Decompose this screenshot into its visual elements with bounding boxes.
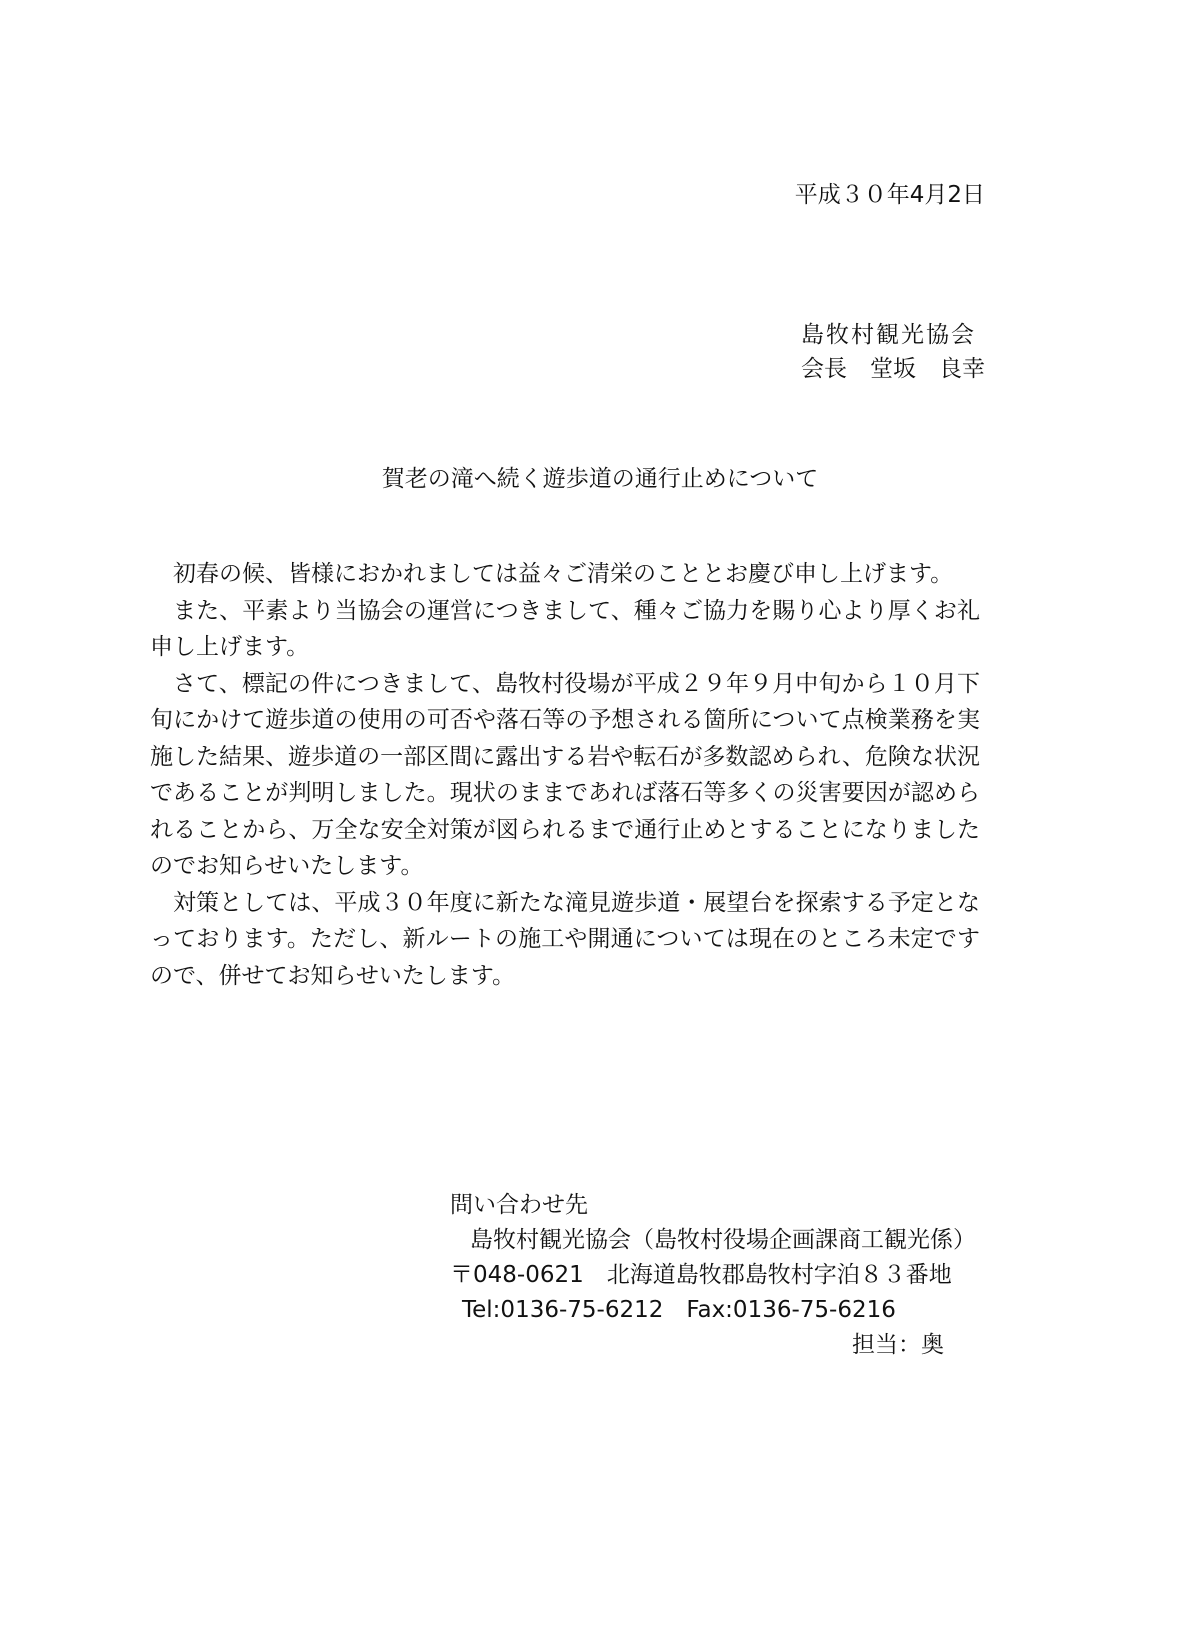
letter-subject: 賀老の滝へ続く遊歩道の通行止めについて xyxy=(381,466,819,492)
body-paragraph-closure-notice: さて、標記の件につきまして、島牧村役場が平成２９年９月中旬から１０月下旬にかけて遊歩道の使用の可否や落石等の予想される箇所について点検業務を実施した結果、遊歩道の一部区間に露出する岩や転石が多数認められ、危険な状況であることが判明しました。現状のままであれば落石等多くの災害要因が認められることから、万全な安全対策が図られるまで通行止めとすることになりましたのでお知らせいたします。 xyxy=(150,670,980,879)
letter-date: 平成３０年4月2日 xyxy=(794,182,985,208)
contact-heading: 問い合わせ先 xyxy=(450,1192,588,1218)
sender-title-name: 会長 堂坂 良幸 xyxy=(801,356,985,382)
body-paragraph-countermeasures: 対策としては、平成３０年度に新たな滝見遊歩道・展望台を探索する予定となっております。ただし、新ルートの施工や開通については現在のところ未定ですので、併せてお知らせいたします。 xyxy=(150,889,981,989)
contact-address: 〒048-0621 北海道島牧郡島牧村字泊８３番地 xyxy=(450,1262,952,1288)
letter-body xyxy=(150,556,980,994)
contact-block xyxy=(450,1188,990,1363)
contact-phone-fax: Tel:0136-75-6212 Fax:0136-75-6216 xyxy=(462,1297,896,1323)
sender-organization: 島牧村観光協会 xyxy=(801,322,976,348)
body-paragraph-greeting: 初春の候、皆様におかれましては益々ご清栄のこととお慶び申し上げます。 xyxy=(173,561,954,587)
contact-organization: 島牧村観光協会（島牧村役場企画課商工観光係） xyxy=(470,1227,976,1253)
contact-person: 担当：奥 xyxy=(852,1332,944,1358)
body-paragraph-thanks: また、平素より当協会の運営につきまして、種々ご協力を賜り心より厚くお礼申し上げます。 xyxy=(150,597,980,660)
sender-block xyxy=(801,318,985,386)
